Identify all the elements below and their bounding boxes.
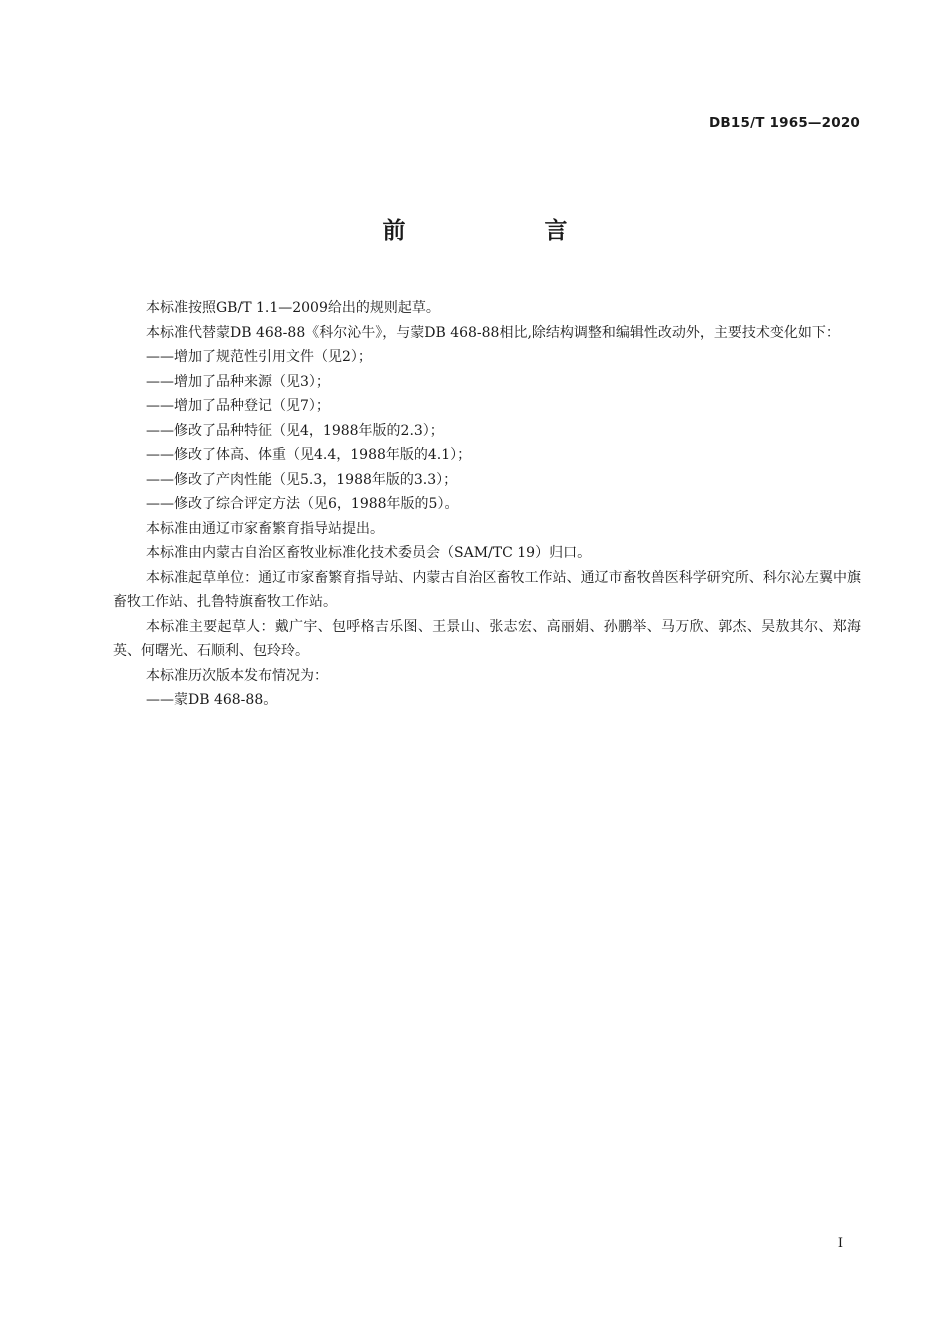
change-item: ——修改了体高、体重（见4.4，1988年版的4.1）； [146,447,472,463]
paragraph-drafters: 本标准主要起草人：戴广宇、包呼格吉乐图、王景山、张志宏、高丽娟、孙鹏举、马万欣、郭杰、吴敖其尔、郑海英、何曙光、石顺利、包玲玲。 [113,618,861,659]
paragraph-committee: 本标准由内蒙古自治区畜牧业标准化技术委员会（SAM/TC 19）归口。 [146,545,592,561]
paragraph-proposer: 本标准由通辽市家畜繁育指导站提出。 [146,520,384,537]
page-title: 前 言 [382,218,626,244]
paragraph-history: 本标准历次版本发布情况为： [146,667,328,684]
standard-code: DB15/T 1965—2020 [709,115,860,131]
change-item: ——增加了品种登记（见7）； [146,398,330,414]
paragraph-drafting-units: 本标准起草单位：通辽市家畜繁育指导站、内蒙古自治区畜牧工作站、通辽市畜牧兽医科学研究所、科尔沁左翼中旗畜牧工作站、扎鲁特旗畜牧工作站。 [113,569,861,610]
paragraph-replacement: 本标准代替蒙DB 468-88《科尔沁牛》，与蒙DB 468-88相比,除结构调整和编辑性改动外，主要技术变化如下： [146,324,840,341]
foreword-body [113,296,861,713]
history-item: ——蒙DB 468-88。 [146,692,278,708]
change-item: ——修改了综合评定方法（见6，1988年版的5）。 [146,496,459,512]
change-item: ——修改了产肉性能（见5.3，1988年版的3.3）； [146,471,458,488]
change-item: ——增加了品种来源（见3）； [146,373,330,390]
page-number: I [837,1236,843,1251]
paragraph-drafting-rules: 本标准按照GB/T 1.1—2009给出的规则起草。 [146,300,440,316]
change-item: ——修改了品种特征（见4，1988年版的2.3）； [146,422,444,439]
change-item: ——增加了规范性引用文件（见2）； [146,349,372,365]
